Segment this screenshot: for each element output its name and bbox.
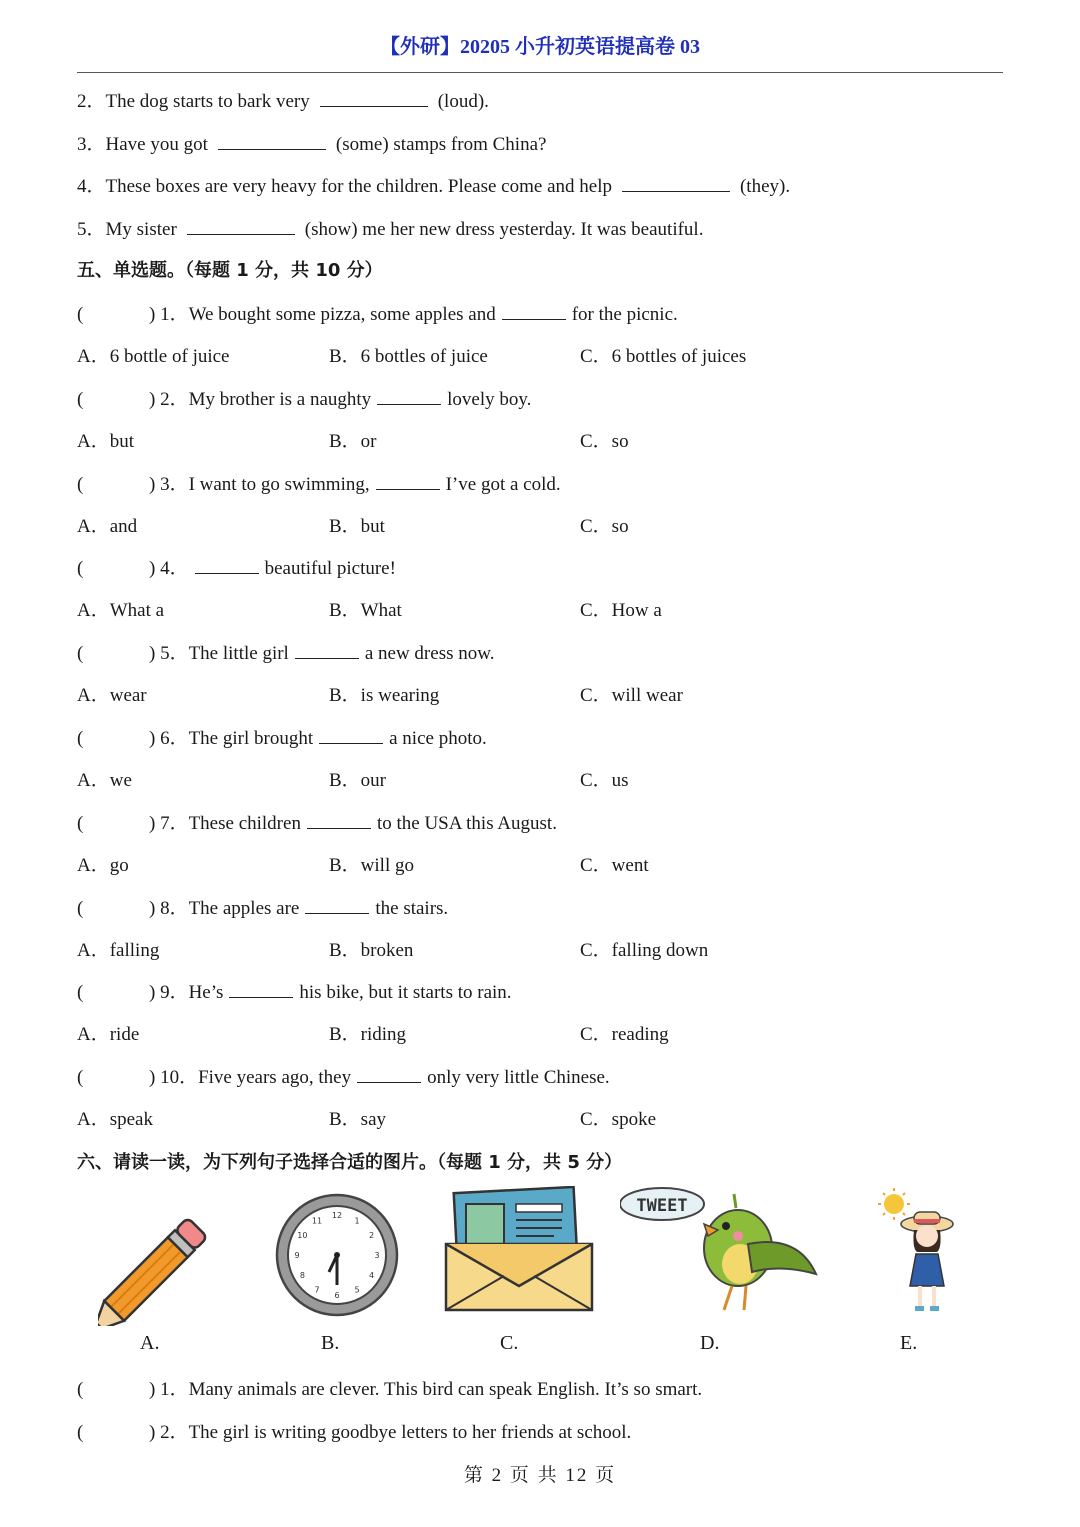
answer-blank[interactable]: [187, 218, 295, 235]
item-number: 2．: [77, 91, 106, 112]
item-text: Many animals are clever. This bird can speak English. It’s so smart.: [188, 1379, 703, 1400]
item-number: ) 2．: [149, 1422, 189, 1443]
picture-label-a: A.: [140, 1332, 160, 1354]
question-text: Five years ago, they: [198, 1067, 352, 1088]
option-a[interactable]: A．speak: [77, 1109, 153, 1130]
answer-paren[interactable]: (: [77, 813, 84, 834]
fill-item: [77, 171, 790, 198]
option-a[interactable]: A．wear: [77, 685, 147, 706]
question-number: ) 7．: [149, 813, 189, 834]
option-a[interactable]: A．6 bottle of juice: [77, 346, 230, 367]
question-text-after: a nice photo.: [389, 728, 487, 749]
option-a[interactable]: A．and: [77, 516, 138, 537]
answer-blank[interactable]: [218, 133, 326, 150]
answer-blank[interactable]: [376, 473, 440, 490]
answer-blank[interactable]: [305, 897, 369, 914]
option-c[interactable]: C．6 bottles of juices: [580, 346, 747, 367]
page-footer: 第 2 页 共 12 页: [463, 1465, 617, 1486]
answer-paren[interactable]: (: [77, 982, 84, 1003]
question-text-after: the stairs.: [375, 898, 449, 919]
item-number: 5．: [77, 219, 106, 240]
clock-number: 11: [311, 1216, 323, 1226]
question-line: [77, 638, 494, 665]
question-text: The little girl: [188, 643, 289, 664]
picture-label-d: D.: [700, 1332, 720, 1354]
answer-blank[interactable]: [295, 642, 359, 659]
clock-number: 9: [294, 1251, 300, 1260]
question-text: He’s: [188, 982, 224, 1003]
option-a[interactable]: A．go: [77, 855, 129, 876]
option-a[interactable]: A．ride: [77, 1024, 140, 1045]
clock-number: 6: [334, 1291, 340, 1300]
question-number: ) 1．: [149, 304, 189, 325]
item-hint: (some) stamps from China?: [335, 134, 547, 155]
clock-number: 7: [314, 1285, 320, 1295]
clock-number: 3: [374, 1251, 380, 1260]
fill-item: [77, 214, 703, 241]
answer-blank[interactable]: [622, 175, 730, 192]
question-text: My brother is a naughty: [188, 389, 372, 410]
question-number: ) 8．: [149, 898, 189, 919]
option-a[interactable]: A．What a: [77, 600, 165, 621]
question-number: ) 4．: [149, 558, 189, 579]
item-text: Have you got: [105, 134, 208, 155]
answer-paren[interactable]: (: [77, 728, 84, 749]
question-line: [77, 893, 448, 920]
question-line: [77, 1062, 610, 1089]
answer-paren[interactable]: (: [77, 558, 84, 579]
clock-number: 1: [354, 1216, 360, 1226]
clock-icon: [272, 1192, 402, 1318]
item-hint: (show) me her new dress yesterday. It was beautiful.: [304, 219, 704, 240]
answer-paren[interactable]: (: [77, 474, 84, 495]
question-text-after: a new dress now.: [364, 643, 495, 664]
answer-blank[interactable]: [357, 1066, 421, 1083]
answer-blank[interactable]: [377, 388, 441, 405]
girl-with-sun-hat-icon: [872, 1186, 972, 1318]
option-b[interactable]: B．riding: [329, 1024, 407, 1045]
option-b[interactable]: B．What: [329, 600, 402, 621]
option-a[interactable]: A．falling: [77, 940, 160, 961]
option-a[interactable]: A．but: [77, 431, 135, 452]
question-text: The girl brought: [188, 728, 314, 749]
question-number: ) 6．: [149, 728, 189, 749]
question-text: The apples are: [188, 898, 300, 919]
option-c[interactable]: C．us: [580, 770, 629, 791]
header-rule: [77, 72, 1003, 73]
tweeting-bird-icon: [620, 1186, 820, 1318]
item-text: The girl is writing goodbye letters to her friends at school.: [188, 1422, 632, 1443]
question-text-after: I’ve got a cold.: [445, 474, 561, 495]
clock-number: 4: [369, 1271, 375, 1280]
question-text: We bought some pizza, some apples and: [188, 304, 496, 325]
question-line: [77, 977, 512, 1004]
option-b[interactable]: B．is wearing: [329, 685, 440, 706]
option-c[interactable]: C．went: [580, 855, 649, 876]
option-b[interactable]: B．say: [329, 1109, 387, 1130]
picture-label-b: B.: [321, 1332, 340, 1354]
question-line: [77, 723, 487, 750]
question-number: ) 5．: [149, 643, 189, 664]
item-number: 3．: [77, 134, 106, 155]
question-text-after: for the picnic.: [571, 304, 678, 325]
question-text-after: lovely boy.: [447, 389, 532, 410]
question-text-after: to the USA this August.: [376, 813, 557, 834]
clock-number: 10: [297, 1231, 308, 1240]
question-line: [77, 469, 561, 496]
question-number: ) 9．: [149, 982, 189, 1003]
option-a[interactable]: A．we: [77, 770, 132, 791]
item-hint: (they).: [739, 176, 791, 197]
answer-paren[interactable]: (: [77, 1067, 84, 1088]
envelope-letter-icon: [444, 1186, 594, 1314]
option-b[interactable]: B．our: [329, 770, 387, 791]
clock-number: 8: [299, 1271, 305, 1280]
question-text: These children: [188, 813, 301, 834]
item-hint: (loud).: [437, 91, 489, 112]
option-c[interactable]: C．spoke: [580, 1109, 657, 1130]
question-text-after: beautiful picture!: [264, 558, 396, 579]
option-b[interactable]: B．but: [329, 516, 385, 537]
question-text-after: his bike, but it starts to rain.: [299, 982, 512, 1003]
item-number: 4．: [77, 176, 106, 197]
option-c[interactable]: C．will wear: [580, 685, 683, 706]
picture-label-e: E.: [900, 1332, 918, 1354]
option-b[interactable]: B．6 bottles of juice: [329, 346, 488, 367]
fill-item: [77, 86, 489, 113]
section-title-picture-matching: 六、请读一读，为下列句子选择合适的图片。（每题 1 分，共 5 分）: [77, 1152, 623, 1173]
tweet-label: TWEET: [636, 1196, 688, 1216]
answer-paren[interactable]: (: [77, 1379, 84, 1400]
answer-paren[interactable]: (: [77, 643, 84, 664]
answer-paren[interactable]: (: [77, 389, 84, 410]
match-item: [77, 1374, 702, 1401]
section-title-multiple-choice: 五、单选题。（每题 1 分，共 10 分）: [77, 260, 383, 281]
clock-number: 12: [331, 1211, 343, 1220]
answer-paren[interactable]: (: [77, 304, 84, 325]
item-text: These boxes are very heavy for the children. Please come and help: [105, 176, 612, 197]
clock-number: 2: [369, 1231, 375, 1240]
option-c[interactable]: C．How a: [580, 600, 662, 621]
answer-paren[interactable]: (: [77, 1422, 84, 1443]
picture-label-c: C.: [500, 1332, 519, 1354]
answer-blank[interactable]: [502, 303, 566, 320]
answer-blank[interactable]: [195, 557, 259, 574]
option-c[interactable]: C．reading: [580, 1024, 669, 1045]
item-number: ) 1．: [149, 1379, 189, 1400]
option-c[interactable]: C．so: [580, 516, 629, 537]
answer-blank[interactable]: [307, 812, 371, 829]
option-c[interactable]: C．falling down: [580, 940, 709, 961]
question-line: [77, 299, 678, 326]
page-header: 【外研】20205 小升初英语提高卷 03: [380, 36, 700, 58]
answer-blank[interactable]: [229, 981, 293, 998]
question-line: [77, 808, 557, 835]
option-b[interactable]: B．or: [329, 431, 377, 452]
answer-paren[interactable]: (: [77, 898, 84, 919]
question-number: ) 10．: [149, 1067, 199, 1088]
question-text-after: only very little Chinese.: [427, 1067, 610, 1088]
question-text: I want to go swimming,: [188, 474, 370, 495]
fill-item: [77, 129, 546, 156]
answer-blank[interactable]: [320, 90, 428, 107]
item-text: My sister: [105, 219, 177, 240]
option-b[interactable]: B．will go: [329, 855, 414, 876]
question-number: ) 2．: [149, 389, 189, 410]
clock-number: 5: [354, 1285, 360, 1295]
option-b[interactable]: B．broken: [329, 940, 414, 961]
question-line: [77, 553, 396, 580]
question-number: ) 3．: [149, 474, 189, 495]
option-c[interactable]: C．so: [580, 431, 629, 452]
match-item: [77, 1417, 631, 1444]
answer-blank[interactable]: [319, 727, 383, 744]
question-line: [77, 384, 531, 411]
pencil-icon: [98, 1208, 218, 1326]
item-text: The dog starts to bark very: [105, 91, 310, 112]
